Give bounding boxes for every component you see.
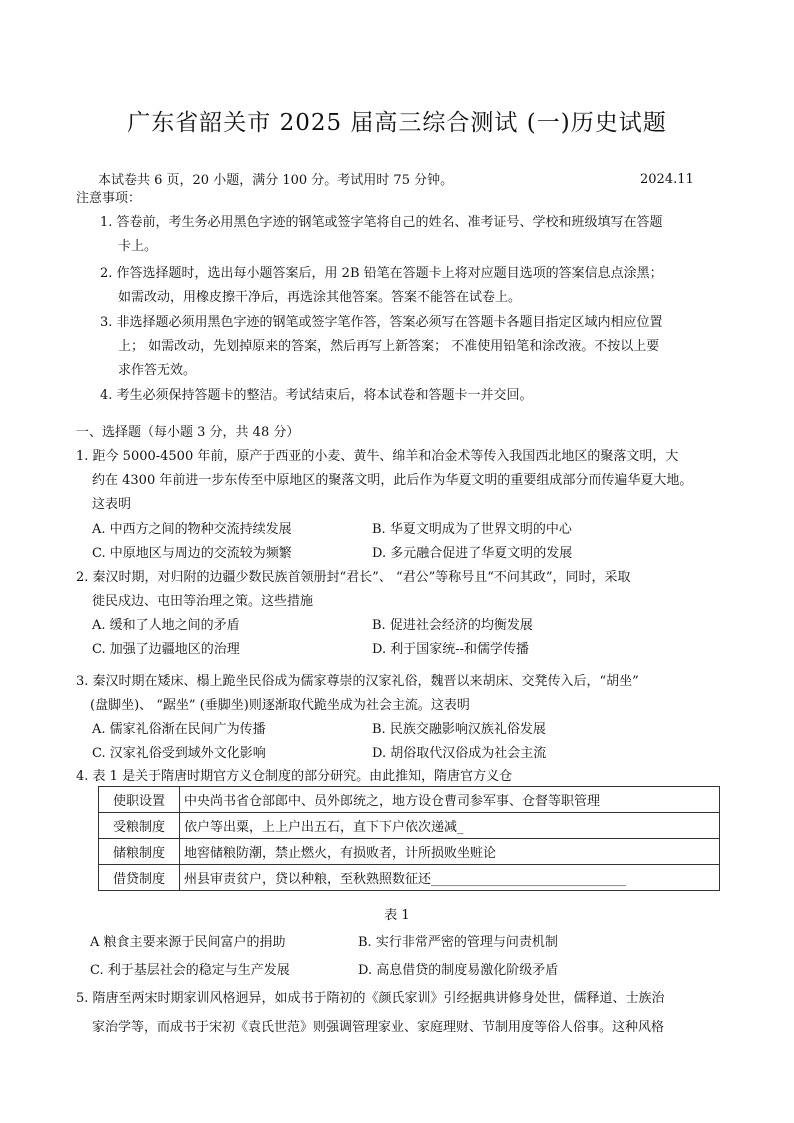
question-2-option-d: D. 利于国家统--和儒学传播 xyxy=(372,642,530,657)
question-1-text: 1. 距今 5000-4500 年前，原产于西亚的小麦、黄牛、绵羊和冶金术等传入我国西北地区的聚落文明，大 xyxy=(76,449,679,464)
question-3-option-b: B. 民族交融影响汉族礼俗发展 xyxy=(372,722,546,737)
notice-line: 2. 作答选择题时，选出每小题答案后，用 2B 铅笔在答题卡上将对应题目选项的答案信息点涂黑； xyxy=(100,266,663,281)
table-row xyxy=(99,787,720,813)
question-1-text: 这表明 xyxy=(92,497,132,512)
question-4-option-a: A 粮食主要来源于民间富户的捐助 xyxy=(90,935,286,950)
question-2-option-b: B. 促进社会经济的均衡发展 xyxy=(372,618,533,633)
granary-table xyxy=(98,786,720,891)
notice-line: 3. 非选择题必须用黑色字迹的钢笔或签字笔作答，答案必须写在答题卡各题目指定区域内相应位置 xyxy=(100,315,663,330)
question-1-option-a: A. 中西方之间的物种交流持续发展 xyxy=(92,522,292,537)
table-cell-key: 使职设置 xyxy=(99,787,180,813)
question-2-text: 徙民戍边、屯田等治理之策。这些措施 xyxy=(92,594,314,609)
table-row xyxy=(99,839,720,865)
question-1-text: 约在 4300 年前进一步东传至中原地区的聚落文明，此后作为华夏文明的重要组成部分而传遍华夏大地。 xyxy=(92,473,693,488)
question-4-text: 4. 表 1 是关于隋唐时期官方义仓制度的部分研究。由此推知，隋唐官方义仓 xyxy=(76,769,513,784)
exam-intro: 本试卷共 6 页，20 小题，满分 100 分。考试用时 75 分钟。 xyxy=(98,173,454,188)
notice-line: 求作答无效。 xyxy=(118,363,197,378)
question-2-text: 2. 秦汉时期，对归附的边疆少数民族首领册封“君长”、 “君公”等称号且“不问其政”，同时，采取 xyxy=(76,570,631,585)
table-cell-key: 储粮制度 xyxy=(99,839,180,865)
notice-line: 1. 答卷前，考生务必用黑色字迹的钢笔或签字笔将自己的姓名、准考证号、学校和班级填写在答题 xyxy=(100,215,663,230)
question-2-option-c: C. 加强了边疆地区的治理 xyxy=(92,642,240,657)
question-3-option-a: A. 儒家礼俗渐在民间广为传播 xyxy=(92,722,266,737)
question-5-text: 家治学等，而成书于宋初《袁氏世范》则强调管理家业、家庭理财、节制用度等俗人俗事。这种风格 xyxy=(92,1020,665,1035)
table-cell-key: 借贷制度 xyxy=(99,865,180,891)
notice-line: 4. 考生必须保持答题卡的整洁。考试结束后，将本试卷和答题卡一并交回。 xyxy=(100,388,533,403)
question-4-option-d: D. 高息借贷的制度易激化阶级矛盾 xyxy=(358,963,559,978)
exam-date: 2024.11 xyxy=(640,172,694,187)
question-4-option-c: C. 利于基层社会的稳定与生产发展 xyxy=(90,963,290,978)
page-title: 广东省韶关市 2025 届高三综合测试 (一)历史试题 xyxy=(127,110,667,136)
question-5-text: 5. 隋唐至两宋时期家训风格迥异，如成书于隋初的《颜氏家训》引经据典讲修身处世，儒释道、士族治 xyxy=(76,991,665,1006)
question-2-option-a: A. 缓和了人地之间的矛盾 xyxy=(92,618,240,633)
question-4-option-b: B. 实行非常严密的管理与问责机制 xyxy=(358,935,558,950)
table-row xyxy=(99,865,720,891)
table-caption: 表 1 xyxy=(384,908,410,923)
question-3-text: (盘脚坐)、 “踞坐” (垂脚坐)则逐渐取代跪坐成为社会主流。这表明 xyxy=(90,698,470,713)
question-1-option-b: B. 华夏文明成为了世界文明的中心 xyxy=(372,522,572,537)
table-row xyxy=(99,813,720,839)
question-3-option-d: D. 胡俗取代汉俗成为社会主流 xyxy=(372,746,547,761)
notice-heading: 注意事项： xyxy=(76,191,142,206)
table-cell-value: 依户等出粟，上上户出五石，直下下户依次递减_ xyxy=(180,813,720,839)
notice-line: 上； 如需改动，先划掉原来的答案，然后再写上新答案； 不准使用铅笔和涂改液。不按以上要 xyxy=(118,339,660,354)
question-1-option-d: D. 多元融合促进了华夏文明的发展 xyxy=(372,546,573,561)
question-3-text: 3. 秦汉时期在矮床、榻上跪坐民俗成为儒家尊崇的汉家礼俗，魏晋以来胡床、交凳传入后，“胡坐” xyxy=(76,674,639,689)
section-heading: 一、选择题（每小题 3 分，共 48 分） xyxy=(76,425,300,440)
notice-line: 卡上。 xyxy=(118,239,158,254)
table-cell-key: 受粮制度 xyxy=(99,813,180,839)
table-cell-value: 州县审责贫户，贷以种粮，至秋熟照数征还______________________________ xyxy=(180,865,720,891)
table-cell-value: 地窖储粮防潮，禁止燃火，有损败者，计所损败坐赃论 xyxy=(180,839,720,865)
table-cell-value: 中央尚书省仓部郎中、员外郎统之，地方设仓曹司参军事、仓督等职管理 xyxy=(180,787,720,813)
question-1-option-c: C. 中原地区与周边的交流较为频繁 xyxy=(92,546,292,561)
question-3-option-c: C. 汉家礼俗受到域外文化影响 xyxy=(92,746,266,761)
notice-line: 如需改动，用橡皮擦干净后，再选涂其他答案。答案不能答在试卷上。 xyxy=(118,290,522,305)
